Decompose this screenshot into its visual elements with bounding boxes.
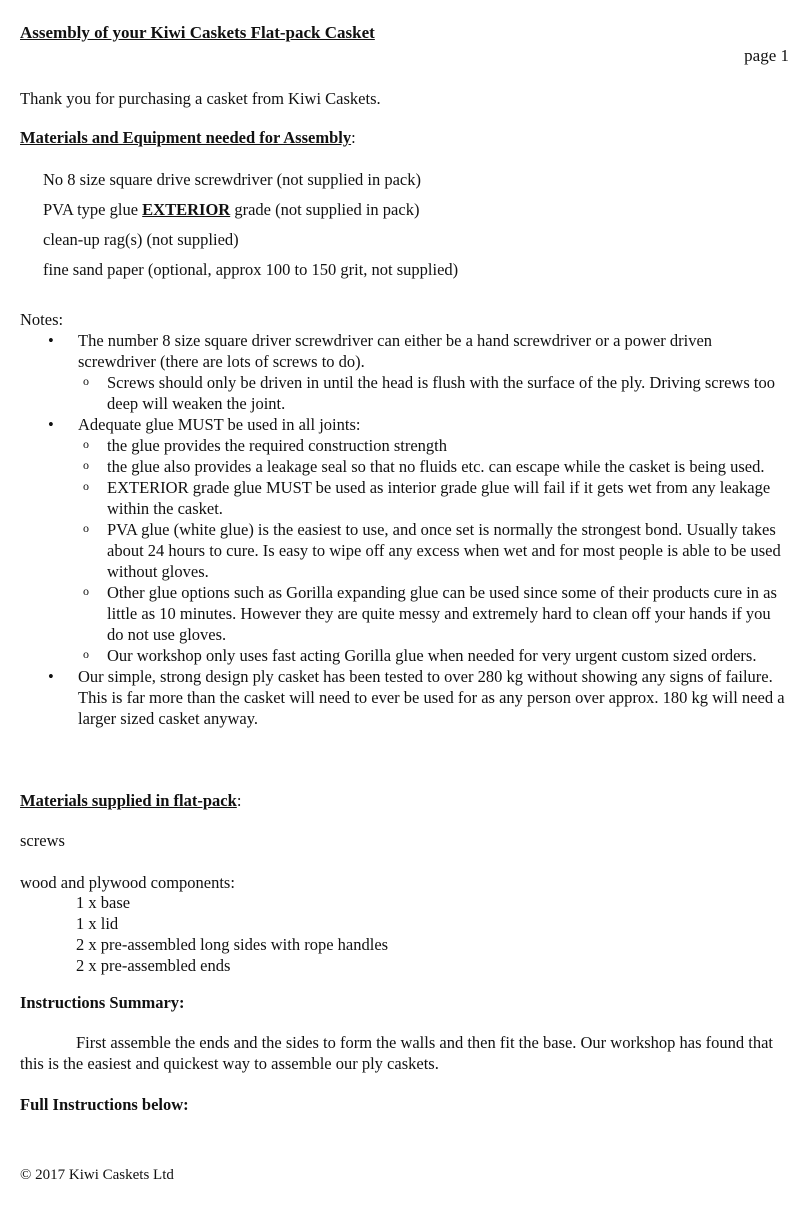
materials-heading	[20, 127, 356, 148]
note-sublist	[78, 435, 788, 666]
materials-heading-colon: :	[351, 128, 356, 147]
document-title: Assembly of your Kiwi Caskets Flat-pack Casket	[20, 23, 375, 42]
note-subitem: o EXTERIOR grade glue MUST be used as interior grade glue will fail if it gets wet from any leakage within the casket.	[78, 477, 788, 519]
copyright: © 2017 Kiwi Caskets Ltd	[20, 1167, 174, 1183]
materials-list	[43, 169, 458, 289]
note-subitem: o the glue provides the required construction strength	[78, 435, 788, 456]
exterior-emphasis: EXTERIOR	[142, 200, 231, 219]
materials-item: No 8 size square drive screwdriver (not supplied in pack)	[43, 170, 422, 189]
wood-items-list	[76, 892, 388, 976]
note-text: The number 8 size square driver screwdriver can either be a hand screwdriver or a power driven screwdriver (there are lots of screws to do).	[78, 331, 713, 371]
materials-item-text: grade (not supplied in pack)	[230, 200, 420, 219]
screws-text: screws	[20, 831, 65, 850]
note-subitem: o Our workshop only uses fast acting Gorilla glue when needed for very urgent custom sized orders.	[78, 645, 788, 666]
note-bullet	[20, 330, 788, 414]
supplied-heading	[20, 790, 241, 811]
notes-list	[20, 330, 788, 729]
full-instructions-heading: Full Instructions below:	[20, 1095, 189, 1114]
wood-item: 2 x pre-assembled ends	[76, 956, 231, 975]
wood-label: wood and plywood components:	[20, 873, 235, 892]
materials-item: clean-up rag(s) (not supplied)	[43, 230, 239, 249]
wood-item: 1 x base	[76, 893, 131, 912]
note-subitem: o the glue also provides a leakage seal so that no fluids etc. can escape while the casket is being used.	[78, 456, 788, 477]
materials-item: fine sand paper (optional, approx 100 to 150 grit, not supplied)	[43, 260, 459, 279]
note-text: Adequate glue MUST be used in all joints:	[78, 415, 361, 434]
page-number: page 1	[744, 46, 789, 65]
notes-label: Notes:	[20, 310, 64, 329]
note-subitem: o PVA glue (white glue) is the easiest to use, and once set is normally the strongest bond. Usually takes about 24 hours to cure. Is easy to wipe off any excess when wet and for most people is able to be used without gloves.	[78, 519, 788, 582]
wood-item: 2 x pre-assembled long sides with rope handles	[76, 935, 389, 954]
intro-text: Thank you for purchasing a casket from Kiwi Caskets.	[20, 89, 381, 108]
supplied-heading-text: Materials supplied in flat-pack	[20, 791, 237, 810]
summary-heading: Instructions Summary:	[20, 993, 185, 1012]
note-subitem: o Other glue options such as Gorilla expanding glue can be used since some of their products cure in as little as 10 minutes. However they are quite messy and extremely hard to clean off your hands if you do not use gloves.	[78, 582, 788, 645]
note-bullet	[20, 666, 788, 729]
materials-item-text: PVA type glue	[43, 200, 143, 219]
summary-text: First assemble the ends and the sides to form the walls and then fit the base. Our workshop has found that this is the easiest and quickest way to assemble our ply caskets.	[20, 1033, 773, 1073]
note-bullet	[20, 414, 788, 666]
note-text: Our simple, strong design ply casket has been tested to over 280 kg without showing any signs of failure. This is far more than the casket will need to ever be used for as any person over approx. 180 kg will need a larger sized casket anyway.	[78, 667, 785, 728]
materials-heading-text: Materials and Equipment needed for Assembly	[20, 128, 352, 147]
note-sublist	[78, 372, 788, 414]
materials-item	[43, 199, 458, 229]
supplied-heading-colon: :	[236, 791, 242, 810]
note-subitem: o Screws should only be driven in until the head is flush with the surface of the ply. Driving screws too deep will weaken the joint.	[78, 372, 788, 414]
wood-item: 1 x lid	[76, 914, 119, 933]
